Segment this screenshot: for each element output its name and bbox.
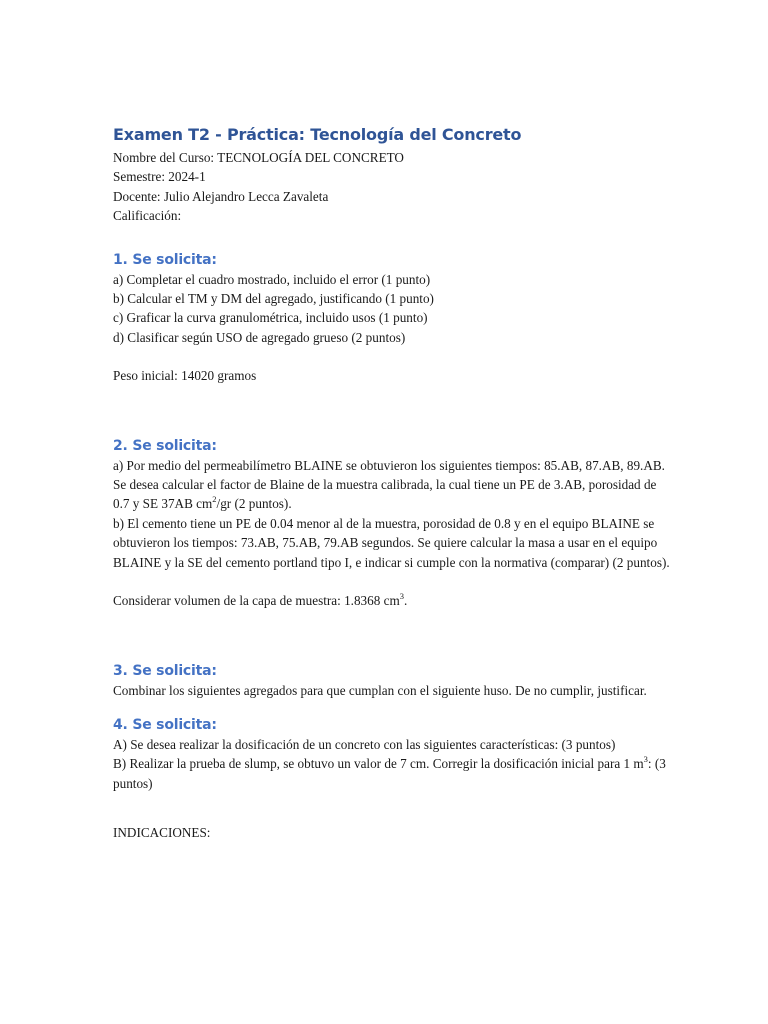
section-4-para-a: A) Se desea realizar la dosificación de un concreto con las siguientes características: (3 puntos) (113, 736, 616, 752)
superscript: 3 (643, 753, 648, 764)
section-2-para-a-text: a) Por medio del permeabilímetro BLAINE se obtuvieron los siguientes tiempos: 85.AB, 87.AB, 89.AB. Se desea calcular el factor de Blaine de la muestra calibrada, la cual tiene un PE de 3.AB, porosidad de 0.7 y SE 37AB cm (113, 457, 665, 512)
instructions-label: INDICACIONES: (113, 825, 211, 841)
spacer (113, 347, 673, 366)
section-2-note-tail: . (404, 593, 408, 609)
spacer (113, 611, 673, 661)
spacer (113, 700, 673, 715)
section-4 (113, 715, 673, 793)
section-1-item-b: b) Calcular el TM y DM del agregado, justificando (1 punto) (113, 291, 434, 307)
teacher: Docente: Julio Alejandro Lecca Zavaleta (113, 188, 329, 204)
spacer (113, 226, 673, 250)
section-2-para-b: b) El cemento tiene un PE de 0.04 menor al de la muestra, porosidad de 0.8 y en el equipo BLAINE se obtuvieron los tiempos: 73.AB, 75.AB, 79.AB segundos. Se quiere calcular la masa a usar en el equipo BLAINE y la SE del cemento portland tipo I, e indicar si cumple con la normativa (comparar) (2 puntos). (113, 515, 670, 570)
section-2 (113, 436, 673, 611)
section-1-item-d: d) Clasificar según USO de agregado grueso (2 puntos) (113, 329, 406, 345)
section-2-para-a-tail: /gr (2 puntos). (216, 496, 292, 512)
section-1-item-a: a) Completar el cuadro mostrado, incluido el error (1 punto) (113, 271, 431, 287)
section-3-para: Combinar los siguientes agregados para que cumplan con el siguiente huso. De no cumplir, justificar. (113, 682, 647, 698)
course-name: Nombre del Curso: TECNOLOGÍA DEL CONCRETO (113, 150, 404, 165)
document-title: Examen T2 - Práctica: Tecnología del Concreto (113, 125, 522, 144)
section-1-heading: 1. Se solicita: (113, 251, 217, 268)
section-1 (113, 250, 673, 386)
superscript: 2 (212, 494, 217, 505)
course-info (113, 148, 673, 226)
superscript: 3 (399, 590, 404, 601)
section-2-heading: 2. Se solicita: (113, 437, 217, 454)
section-2-note-text: Considerar volumen de la capa de muestra: 1.8368 cm (113, 593, 400, 609)
section-4-para-b (113, 754, 673, 793)
spacer (113, 572, 673, 591)
section-3 (113, 661, 673, 700)
section-1-initial-weight: Peso inicial: 14020 gramos (113, 368, 257, 384)
section-4-para-b-tail: : (3 puntos) (113, 756, 666, 791)
semester: Semestre: 2024-1 (113, 169, 206, 185)
exam-document (113, 124, 673, 843)
section-2-para-a (113, 456, 673, 514)
section-4-heading: 4. Se solicita: (113, 716, 217, 733)
section-3-heading: 3. Se solicita: (113, 662, 217, 679)
grade-label: Calificación: (113, 208, 182, 224)
section-1-item-c: c) Graficar la curva granulométrica, incluido usos (1 punto) (113, 310, 428, 326)
spacer (113, 793, 673, 823)
section-4-para-b-text: B) Realizar la prueba de slump, se obtuvo un valor de 7 cm. Corregir la dosificación inicial para 1 m (113, 756, 644, 772)
spacer (113, 386, 673, 436)
section-2-note (113, 591, 673, 610)
